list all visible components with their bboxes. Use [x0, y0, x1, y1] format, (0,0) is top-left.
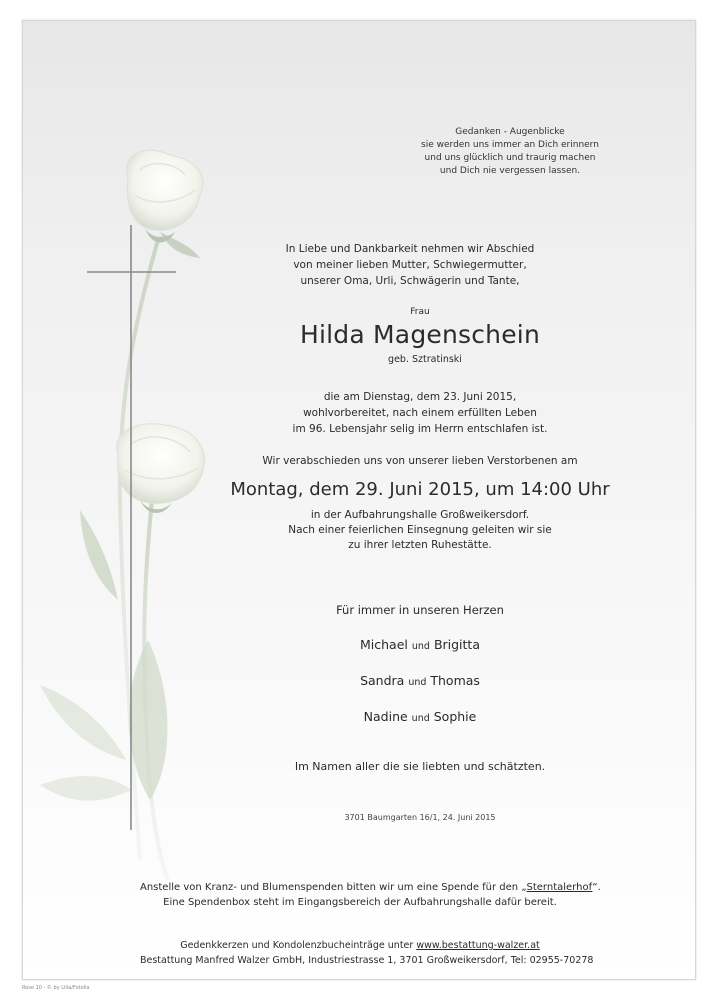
footer	[140, 938, 594, 968]
poem	[390, 126, 630, 178]
donation-text: Anstelle von Kranz- und Blumenspenden bitten wir um eine Spende für den „	[140, 882, 527, 893]
und: und	[411, 713, 430, 724]
leaf	[80, 510, 118, 600]
donation-line-2: Eine Spendenbox steht im Eingangsbereich der Aufbahrungshalle dafür bereit.	[163, 897, 557, 908]
ceremony-date: Montag, dem 29. Juni 2015, um 14:00 Uhr	[230, 479, 610, 500]
maiden-name: geb. Sztratinski	[388, 354, 462, 365]
leaf	[40, 685, 126, 760]
family-second: Thomas	[430, 673, 480, 688]
family-second: Sophie	[433, 709, 477, 724]
family-first: Nadine	[363, 709, 408, 724]
family-line	[300, 673, 540, 688]
sterntalerhof-link[interactable]: Sterntalerhof	[526, 882, 593, 893]
family-line	[300, 709, 540, 724]
footer-line-2: Bestattung Manfred Walzer GmbH, Industriestrasse 1, 3701 Großweikersdorf, Tel: 02955-70278	[140, 955, 594, 966]
poem-line: und Dich nie vergessen lassen.	[439, 166, 581, 176]
rose-upper	[127, 150, 203, 242]
family-line	[300, 637, 540, 652]
poem-line: Gedanken - Augenblicke	[455, 127, 565, 137]
poem-line: und uns glücklich und traurig machen	[424, 153, 596, 163]
und: und	[408, 677, 427, 688]
donation-text-end: “.	[592, 882, 601, 893]
footer-text: Gedenkkerzen und Kondolenzbucheinträge unter	[180, 940, 417, 951]
death-notice-line: wohlvorbereitet, nach einem erfüllten Leben	[303, 407, 537, 419]
salutation: Frau	[410, 307, 430, 317]
website-link[interactable]: www.bestattung-walzer.at	[416, 940, 540, 951]
ceremony-place-line: in der Aufbahrungshalle Großweikersdorf.	[310, 509, 530, 521]
ceremony-place	[250, 508, 590, 553]
family-first: Sandra	[360, 673, 405, 688]
family-second: Brigitta	[433, 637, 480, 652]
death-notice-line: im 96. Lebensjahr selig im Herrn entschlafen ist.	[292, 423, 548, 435]
family-first: Michael	[360, 637, 408, 652]
deceased-name: Hilda Magenschein	[300, 320, 540, 349]
image-credit: Rose 10 - © by Lilia/Fotolia	[22, 985, 90, 991]
donation-note	[140, 880, 601, 910]
intro-line: In Liebe und Dankbarkeit nehmen wir Abschied	[285, 243, 535, 255]
death-notice	[260, 389, 580, 437]
donation-line-1	[140, 880, 601, 895]
footer-line-1	[140, 938, 580, 953]
ceremony-place-line: Nach einer feierlichen Einsegnung geleiten wir sie	[288, 524, 552, 536]
poem-line: sie werden uns immer an Dich erinnern	[421, 140, 599, 150]
ceremony-place-line: zu ihrer letzten Ruhestätte.	[348, 539, 492, 551]
closing-line: Im Namen aller die sie liebten und schätzten.	[294, 760, 546, 773]
und: und	[411, 641, 430, 652]
leaf	[40, 776, 132, 801]
forever-line: Für immer in unseren Herzen	[336, 603, 504, 617]
intro-text	[230, 241, 590, 289]
rose-lower	[117, 424, 205, 513]
intro-line: unserer Oma, Urli, Schwägerin und Tante,	[300, 275, 520, 287]
death-notice-line: die am Dienstag, dem 23. Juni 2015,	[323, 391, 517, 403]
farewell-line: Wir verabschieden uns von unserer lieben Verstorbenen am	[262, 455, 578, 467]
intro-line: von meiner lieben Mutter, Schwiegermutter,	[293, 259, 527, 271]
place-date: 3701 Baumgarten 16/1, 24. Juni 2015	[344, 813, 496, 822]
leaf	[160, 232, 200, 258]
